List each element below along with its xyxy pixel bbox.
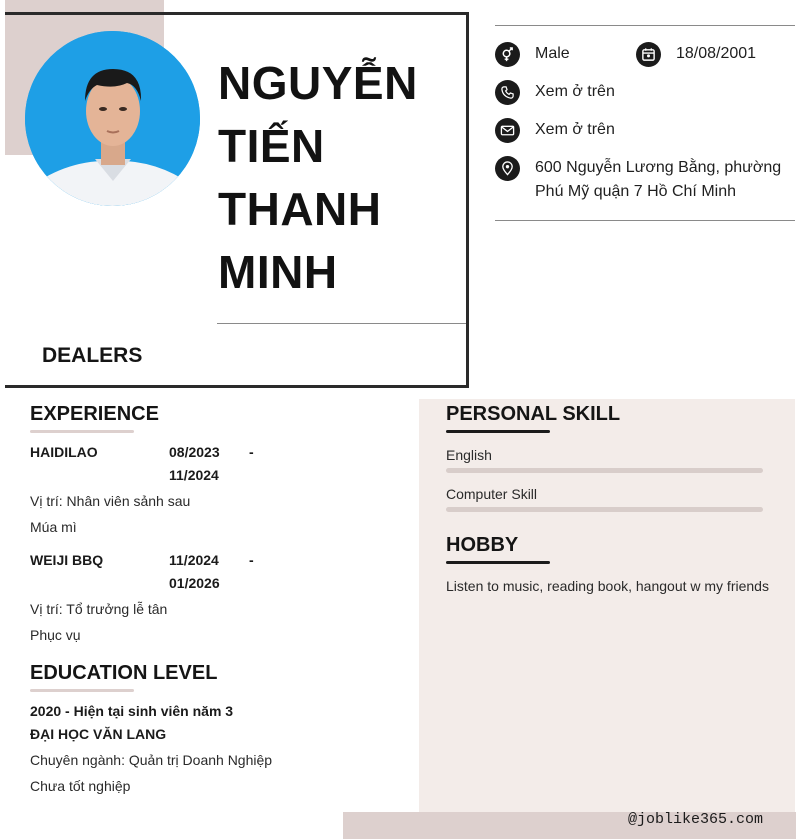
email-value: Xem ở trên xyxy=(535,121,615,138)
mail-icon xyxy=(495,118,520,143)
education-major: Chuyên ngành: Quản trị Doanh Nghiệp xyxy=(30,752,273,768)
header-divider xyxy=(5,385,469,388)
education-status: Chưa tốt nghiệp xyxy=(30,778,131,794)
education-title: EDUCATION LEVEL xyxy=(30,662,218,684)
name-divider xyxy=(217,323,466,324)
company-name: WEIJI BBQ xyxy=(30,552,104,568)
contact-bottom-divider xyxy=(495,220,795,221)
job-position: DEALERS xyxy=(42,344,143,367)
skill-bar xyxy=(446,468,763,473)
name-line: TIẾN xyxy=(218,120,325,172)
avatar xyxy=(25,31,200,206)
address-value xyxy=(535,156,781,204)
birthday-value: 18/08/2001 xyxy=(676,45,757,62)
full-name xyxy=(218,52,464,304)
name-line: THANH xyxy=(218,183,382,235)
footer-watermark: @joblike365.com xyxy=(628,811,764,828)
contact-gender xyxy=(495,42,570,67)
address-line-1: 600 Nguyễn Lương Bằng, phường xyxy=(535,159,782,176)
skills-panel xyxy=(419,399,795,839)
education-period: 2020 - Hiện tại sinh viên năm 3 xyxy=(30,703,234,719)
location-icon xyxy=(495,156,520,181)
job-description: Phục vụ xyxy=(30,627,81,643)
contact-top-divider xyxy=(495,25,795,26)
hobby-title-underline xyxy=(446,561,550,564)
phone-icon xyxy=(495,80,520,105)
name-line: NGUYỄN xyxy=(218,57,418,109)
skill-bar xyxy=(446,507,763,512)
hobby-text: Listen to music, reading book, hangout w my friends xyxy=(446,578,769,594)
date-separator: - xyxy=(249,444,254,460)
profile-photo xyxy=(25,31,200,206)
date-separator: - xyxy=(249,552,254,568)
experience-title-underline xyxy=(30,430,134,433)
skills-title-underline xyxy=(446,430,550,433)
name-line: MINH xyxy=(218,246,338,298)
school-name: ĐẠI HỌC VĂN LANG xyxy=(30,726,167,742)
end-date: 01/2026 xyxy=(169,575,220,591)
end-date: 11/2024 xyxy=(169,467,219,483)
skill-name: Computer Skill xyxy=(446,486,538,502)
skill-level-fill xyxy=(446,468,763,473)
company-name: HAIDILAO xyxy=(30,444,98,460)
address-line-2: Phú Mỹ quận 7 Hồ Chí Minh xyxy=(535,183,736,200)
gender-value: Male xyxy=(535,45,570,62)
job-role: Vị trí: Nhân viên sảnh sau xyxy=(30,493,191,509)
skills-title: PERSONAL SKILL xyxy=(446,403,621,425)
contact-phone xyxy=(495,80,615,105)
education-title-underline xyxy=(30,689,134,692)
start-date: 08/2023 xyxy=(169,444,220,460)
skill-level-fill xyxy=(446,507,763,512)
calendar-icon xyxy=(636,42,661,67)
experience-title: EXPERIENCE xyxy=(30,403,159,425)
hobby-title: HOBBY xyxy=(446,534,519,556)
contact-email xyxy=(495,118,615,143)
skill-name: English xyxy=(446,447,492,463)
contact-birthday xyxy=(636,42,756,67)
job-description: Múa mì xyxy=(30,519,77,535)
contact-address xyxy=(495,156,781,204)
job-role: Vị trí: Tổ trưởng lễ tân xyxy=(30,601,168,617)
phone-value: Xem ở trên xyxy=(535,83,615,100)
start-date: 11/2024 xyxy=(169,552,219,568)
gender-icon xyxy=(495,42,520,67)
